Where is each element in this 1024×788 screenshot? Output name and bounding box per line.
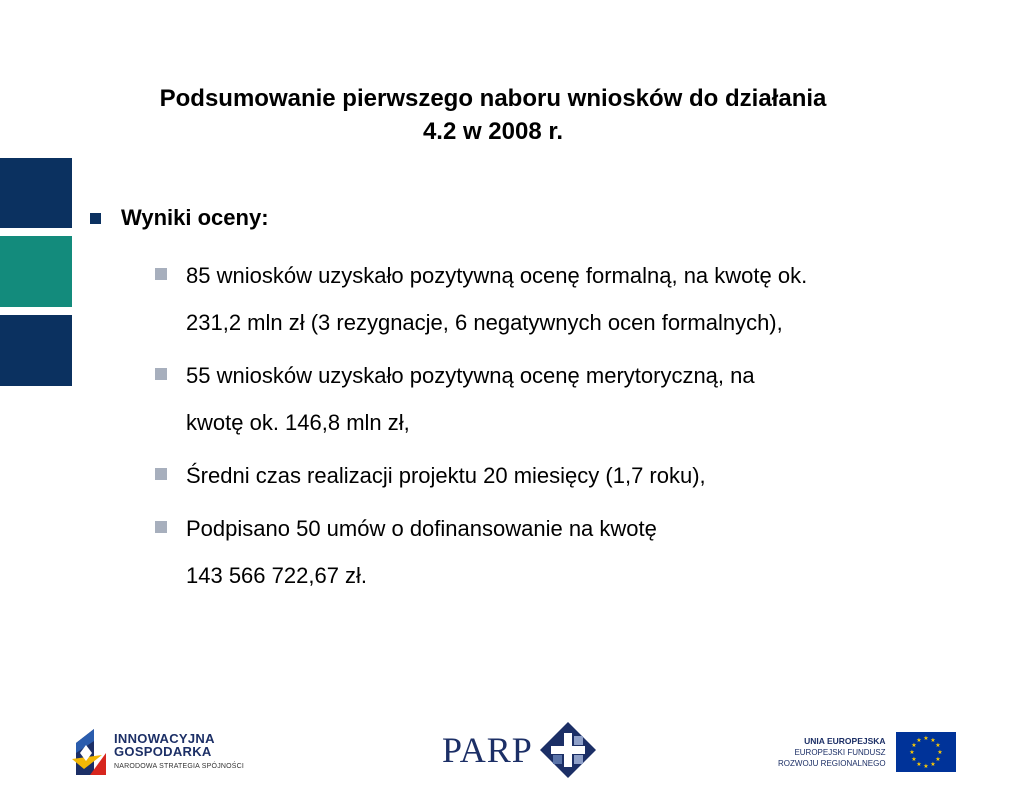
svg-text:★: ★ <box>936 749 943 756</box>
section-heading <box>90 202 269 234</box>
section-heading-text: Wyniki oceny: <box>121 205 269 230</box>
svg-text:★: ★ <box>922 735 929 742</box>
list-item-line1: 85 wniosków uzyskało pozytywną ocenę formalną, na kwotę ok. <box>186 263 808 288</box>
list-item <box>155 505 955 599</box>
eu-line3: ROZWOJU REGIONALNEGO <box>778 758 886 768</box>
footer-logos <box>0 712 1024 788</box>
results-list <box>155 252 955 605</box>
list-item <box>155 352 955 446</box>
strategia-text: NARODOWA STRATEGIA SPÓJNOŚCI <box>114 762 245 770</box>
list-item <box>155 252 955 346</box>
svg-text:★: ★ <box>915 761 922 768</box>
square-bullet-icon <box>90 213 101 224</box>
svg-text:★: ★ <box>910 756 917 763</box>
svg-text:★: ★ <box>934 756 941 763</box>
slide-title-line1: Podsumowanie pierwszego naboru wniosków do działania <box>159 85 827 112</box>
list-item-line2: 143 566 722,67 zł. <box>186 563 368 588</box>
innowacyjna-gospodarka-logo <box>72 724 244 780</box>
svg-text:★: ★ <box>929 737 936 744</box>
eu-line1: UNIA EUROPEJSKA <box>804 735 886 746</box>
side-block-navy-bottom <box>0 315 72 386</box>
gospodarka-text: GOSPODARKA <box>114 743 212 759</box>
svg-text:★: ★ <box>929 761 936 768</box>
svg-text:★: ★ <box>934 742 941 749</box>
svg-text:★: ★ <box>915 737 922 744</box>
list-item-line2: kwotę ok. 146,8 mln zł, <box>186 410 410 435</box>
svg-text:★: ★ <box>910 742 917 749</box>
eu-line2: EUROPEJSKI FUNDUSZ <box>794 747 886 757</box>
square-bullet-icon <box>155 368 167 380</box>
list-item-line1: Średni czas realizacji projektu 20 miesięcy (1,7 roku), <box>186 463 706 488</box>
innowacyjna-gospodarka-logo-icon <box>72 725 108 779</box>
square-bullet-icon <box>155 268 167 280</box>
svg-text:★: ★ <box>908 749 915 756</box>
square-bullet-icon <box>155 521 167 533</box>
square-bullet-icon <box>155 468 167 480</box>
parp-logo <box>442 720 597 780</box>
side-block-teal <box>0 236 72 307</box>
eu-logo <box>778 732 956 772</box>
side-block-navy-top <box>0 158 72 228</box>
slide-title-line2: 4.2 w 2008 r. <box>422 118 564 145</box>
eu-flag-icon <box>896 732 956 772</box>
innowacyjna-text: INNOWACYJNA <box>114 730 215 746</box>
list-item-line1: 55 wniosków uzyskało pozytywną ocenę merytoryczną, na <box>186 363 755 388</box>
svg-text:★: ★ <box>922 763 929 770</box>
parp-wordmark: PARP <box>442 730 533 770</box>
slide-title <box>60 82 926 148</box>
list-item-line1: Podpisano 50 umów o dofinansowanie na kwotę <box>186 516 657 541</box>
list-item <box>155 452 955 499</box>
list-item-line2: 231,2 mln zł (3 rezygnacje, 6 negatywnych ocen formalnych), <box>186 310 783 335</box>
parp-emblem-icon <box>539 721 597 779</box>
